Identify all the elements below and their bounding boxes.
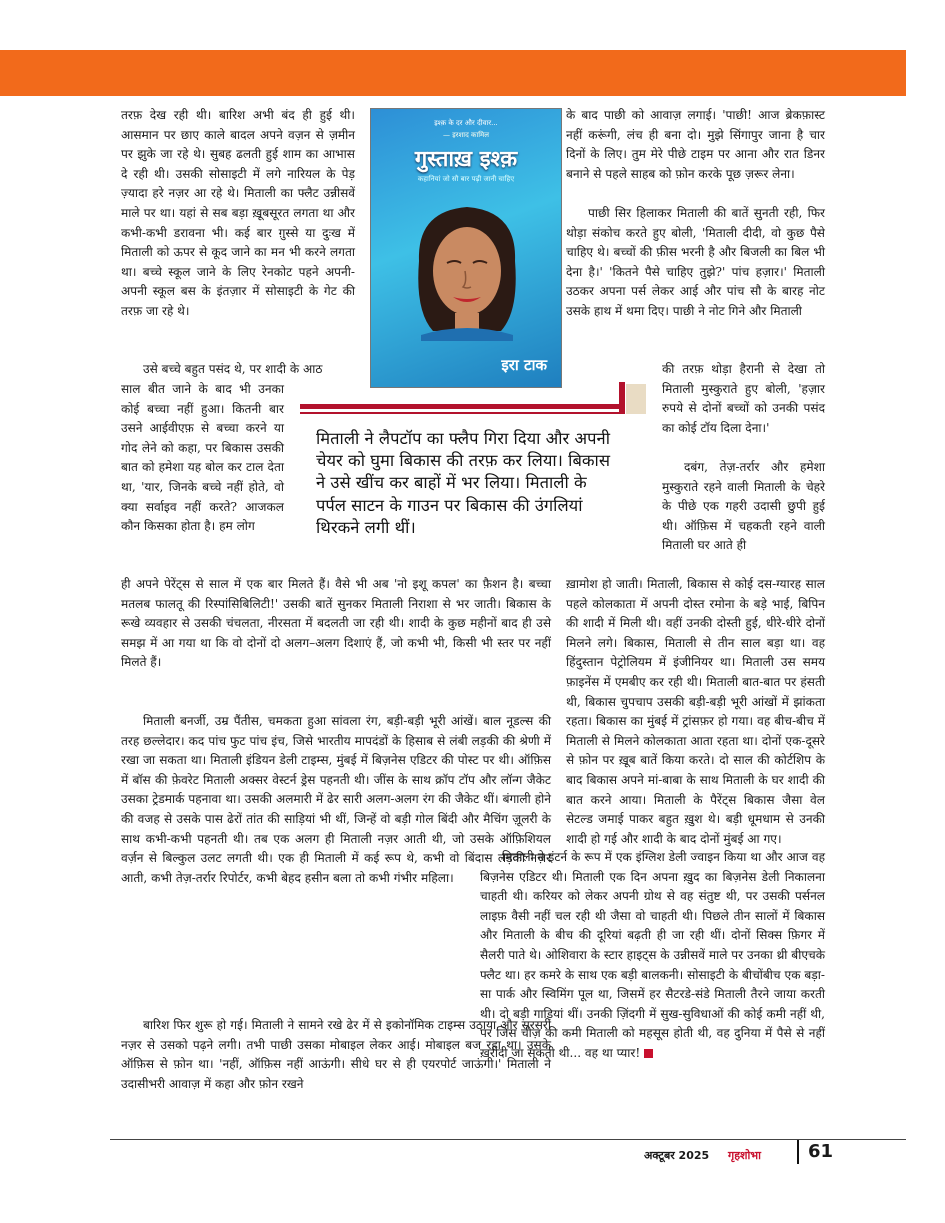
cover-title: गुस्ताख़ इश्क़: [414, 147, 518, 172]
col3-p2-text: पाछी सिर हिलाकर मिताली की बातें सुनती रही, फिर थोड़ा संकोच करते हुए बोली, 'मिताली दीदी, वो कुछ पैसे चाहिए थे। बच्चों की फ़ीस भरनी है और बिजली का बिल भी देना है।' 'कितने पैसे चाहिए तुझे?' पांच हज़ार।' मिताली उठकर अपना पर्स लेकर आई और पांच सौ के बारह नोट उसके हाथ में थमा दिए। पाछी ने नोट गिने और मिताली: [566, 206, 825, 318]
end-mark-icon: [644, 1049, 653, 1058]
pull-quote-rule-thin: [300, 412, 622, 414]
pull-quote-accent-box: [626, 384, 646, 414]
pull-quote-rule: [300, 404, 622, 409]
col1-mid-text: उसे बच्चे बहुत पसंद थे, पर शादी के आठ: [143, 362, 323, 376]
col3-narrow2-text: दबंग, तेज़-तर्रार और हमेशा मुस्कुराते रहने वाली मिताली के चेहरे के पीछे एक गहरी उदासी छुपी हुई थी। ऑफ़िस में चहकती रहने वाली मिताली घर आते ही: [662, 460, 825, 553]
footer-date: अक्टूबर 2025: [644, 1149, 710, 1162]
col1-narrow-text: साल बीत जाने के बाद भी उनका कोई बच्चा नहीं हुआ। कितनी बार उसने आईवीएफ़ से बच्चा करने या गोद लेने को कहा, पर बिकास उसकी बात को हमेशा यह बोल कर टाल देता था, 'यार, जिनके बच्चे नहीं होते, वो क्या सर्वाइव नहीं करते? आजकल कौन किसका होता है। हम लोग: [121, 382, 284, 534]
left-bottom-p2: मिताली बनर्जी, उम्र पैंतीस, चमकता हुआ सांवला रंग, बड़ी-बड़ी भूरी आंखें। बाल नूडल्स की तरह छल्लेदार। कद पांच फुट पांच इंच, जिसे भारतीय मापदंडों के हिसाब से लंबी लड़की की श्रेणी में रखा जा सकता था। मिताली इंडियन डेली टाइम्स, मुंबई में बिज़नेस एडिटर की पोस्ट पर थी। ऑफ़िस में बॉस की फ़ेवरेट मिताली अक्सर वेस्टर्न ड्रेस पहनती थी। जींस के साथ क्रॉप टॉप और लॉन्ग जैकेट उसका ट्रेडमार्क पहनावा था। उसकी अलमारी में ढेर सारी अलग-अलग रंग की जैकेट थीं। बंगाली होने की वजह से उसके पास ढेरों तांत की साड़ियां भी थीं, जिन्हें वो बड़ी गोल बिंदी और मैचिंग ज़ूलरी के साथ कभी-कभी पहनती थी। तब एक अलग ही मिताली नज़र आती थी, जो उसके ऑफ़िशियल वर्ज़न से बिल्कुल उलट लगती थी। एक ही मिताली में कई रूप थे, कभी वो बिंदास लड़की नज़र आती, कभी तेज़-तर्रार रिपोर्टर, कभी बेहद हसीन बला तो कभी गंभीर महिला।: [121, 714, 552, 885]
book-cover-image: [370, 108, 562, 388]
cover-author-brand: इरा टाक: [501, 356, 547, 374]
pull-quote: मिताली ने लैपटॉप का फ्लैप गिरा दिया और अपनी चेयर को घुमा बिकास की तरफ़ कर लिया। बिकास ने उसे खींच कर बाहों में भर लिया। मिताली के पर्पल साटन के गाउन पर बिकास की उंगलियां थिरकने लगी थीं।: [316, 429, 610, 537]
right-bottom-p2-text: मिताली ने इंटर्न के रूप में एक इंग्लिश डेली ज्वाइन किया था और आज वह बिज़नेस एडिटर थी। मिताली एक दिन अपना ख़ुद का बिज़नेस डेली निकालना चाहती थी। करियर को लेकर अपनी ग्रोथ से वह संतुष्ट थी, पर उसकी पर्सनल लाइफ़ वैसी नहीं चल रही थी जैसा वो चाहती थी। पिछले तीन सालों में बिकास और मिताली के बीच की दूरियां बढ़ती ही जा रही थीं। दोनों सिक्स फ़िगर में सैलरी पाते थे। ओशिवारा के स्टार हाइट्स के उन्नीसवें माले पर उनका थ्री बीएचके फ्लैट था। हर कमरे के साथ एक बड़ी बालकनी। सोसाइटी के बीचोंबीच एक बड़ा-सा पार्क और स्विमिंग पूल था, जिसमें हर सैटरडे-संडे मिताली तैरने जाया करती थी। दो बड़ी गाड़ियां थीं। उनकी ज़िंदगी में सुख-सुविधाओं की कोई कमी नहीं थी, पर जिस चीज़ की कमी मिताली को महसूस होती थी, वह दुनिया में पैसे से नहीं ख़रीदी जा सकती थी... वह था प्यार!: [480, 850, 825, 1060]
cover-subtitle: कहानियां जो सौ बार पढ़ी जानी चाहिए: [417, 175, 515, 183]
col3-top-text: के बाद पाछी को आवाज़ लगाई। 'पाछी! आज ब्रेकफ़ास्ट नहीं करूंगी, लंच ही बना दो। मुझे सिंगापुर जाना है चार दिनों के लिए। तुम मेरे पीछे टाइम पर आना और रात डिनर बनाने से पहले साहब को फ़ोन करके पूछ ज़रूर लेना।: [566, 108, 825, 181]
pull-quote-accent: [619, 382, 625, 414]
right-bottom-p2: [480, 848, 825, 1064]
top-color-band: [0, 50, 906, 96]
footer-separator: [797, 1140, 799, 1164]
cover-tagline: इश्क़ के दर और दीवार...: [434, 119, 498, 127]
footer-rule: [110, 1139, 906, 1140]
cover-attribution: — इरशाद कामिल: [443, 131, 489, 139]
left-bottom-p1: ही अपने पेरेंट्स से साल में एक बार मिलते हैं। वैसे भी अब 'नो इशू कपल' का फ़ैशन है। बच्चा मतलब फालतू की रिस्पांसिबिलिटी!' उसकी बातें सुनकर मिताली निराशा से भर जाती। बिकास के रूखे व्यवहार से उसकी चंचलता, नीरसता में बदलती जा रही थी। शादी के कुछ महीनों बाद ही उसे समझ में आ गया था कि वो दोनों दो अलग–अलग दिशाएं हैं, जो कभी भी, किसी भी स्तर पर नहीं मिलते हैं।: [121, 577, 551, 670]
woman-face-illustration: [411, 201, 523, 341]
col3-narrow-text: की तरफ़ थोड़ा हैरानी से देखा तो मिताली मुस्कुराते हुए बोली, 'हज़ार रुपये से दोनों बच्चों को उनकी पसंद का कोई टॉय दिला देना।': [662, 362, 825, 435]
footer-magazine-name: गृहशोभा: [728, 1149, 761, 1162]
page-number: 61: [808, 1141, 834, 1162]
col1-top-text: तरफ़ देख रही थी। बारिश अभी बंद ही हुई थी। आसमान पर छाए काले बादल अपने वज़न से ज़मीन पर झुके जा रहे थे। सुबह ढलती हुई शाम का आभास दे रही थी। उसकी सोसाइटी में लगे नारियल के पेड़ ज़्यादा हरे नज़र आ रहे थे। मिताली का फ्लैट उन्नीसवें माले पर था। यहां से सब बड़ा ख़ूबसूरत लगता था और कभी-कभी डरावना भी। कई बार ग़ुस्से या दुःख में मिताली को ऊपर से कूद जाने का मन भी करने लगता था। बच्चे स्कूल जाने के लिए रेनकोट पहने अपनी-अपनी स्कूल बस के इंतज़ार में सोसाइटी के गेट की तरफ़ जा रहे थे।: [121, 108, 355, 318]
left-bottom-p3: बारिश फिर शुरू हो गई। मिताली ने सामने रखे ढेर में से इकोनॉमिक टाइम्स उठाया और सरसरी नज़र से उसको पढ़ने लगी। तभी पाछी उसका मोबाइल लेकर आई। मोबाइल बज रहा था। उसके ऑफ़िस से फ़ोन था। 'नहीं, ऑफ़िस नहीं आऊंगी। सीधे घर से ही एयरपोर्ट जाऊंगी।' मिताली ने उदासीभरी आवाज़ में कहा और फ़ोन रखने: [121, 1018, 551, 1091]
right-bottom-p1: ख़ामोश हो जाती। मिताली, बिकास से कोई दस-ग्यारह साल पहले कोलकाता में अपनी दोस्त रमोना के बड़े भाई, बिपिन की शादी में मिली थी। वहीं उनकी दोस्ती हुई, धीरे-धीरे दोनों मिलने लगे। बिकास, मिताली से तीन साल बड़ा था। वह हिंदुस्तान पेट्रोलियम में इंजीनियर था। मिताली उस समय फ़ाइनेंस में एमबीए कर रही थी। मिताली बात-बात पर हंसती थी, बिकास चुपचाप उसकी बड़ी-बड़ी भूरी आंखों में झांकता रहता। बिकास का मुंबई में ट्रांसफ़र हो गया। वह बीच-बीच में मिताली से मिलने कोलकाता आता रहता था। दोनों एक-दूसरे से फ़ोन पर ख़ूब बातें किया करते। दो साल की कोर्टशिप के बाद बिकास अपने मां-बाबा के साथ मिताली के घर शादी की बात करने आया। मिताली के पैरेंट्स बिकास जैसा वेल सेटल्ड जमाई पाकर बहुत ख़ुश थे। बड़ी धूमधाम से उनकी शादी हो गई और शादी के बाद दोनों मुंबई आ गए।: [566, 577, 825, 846]
